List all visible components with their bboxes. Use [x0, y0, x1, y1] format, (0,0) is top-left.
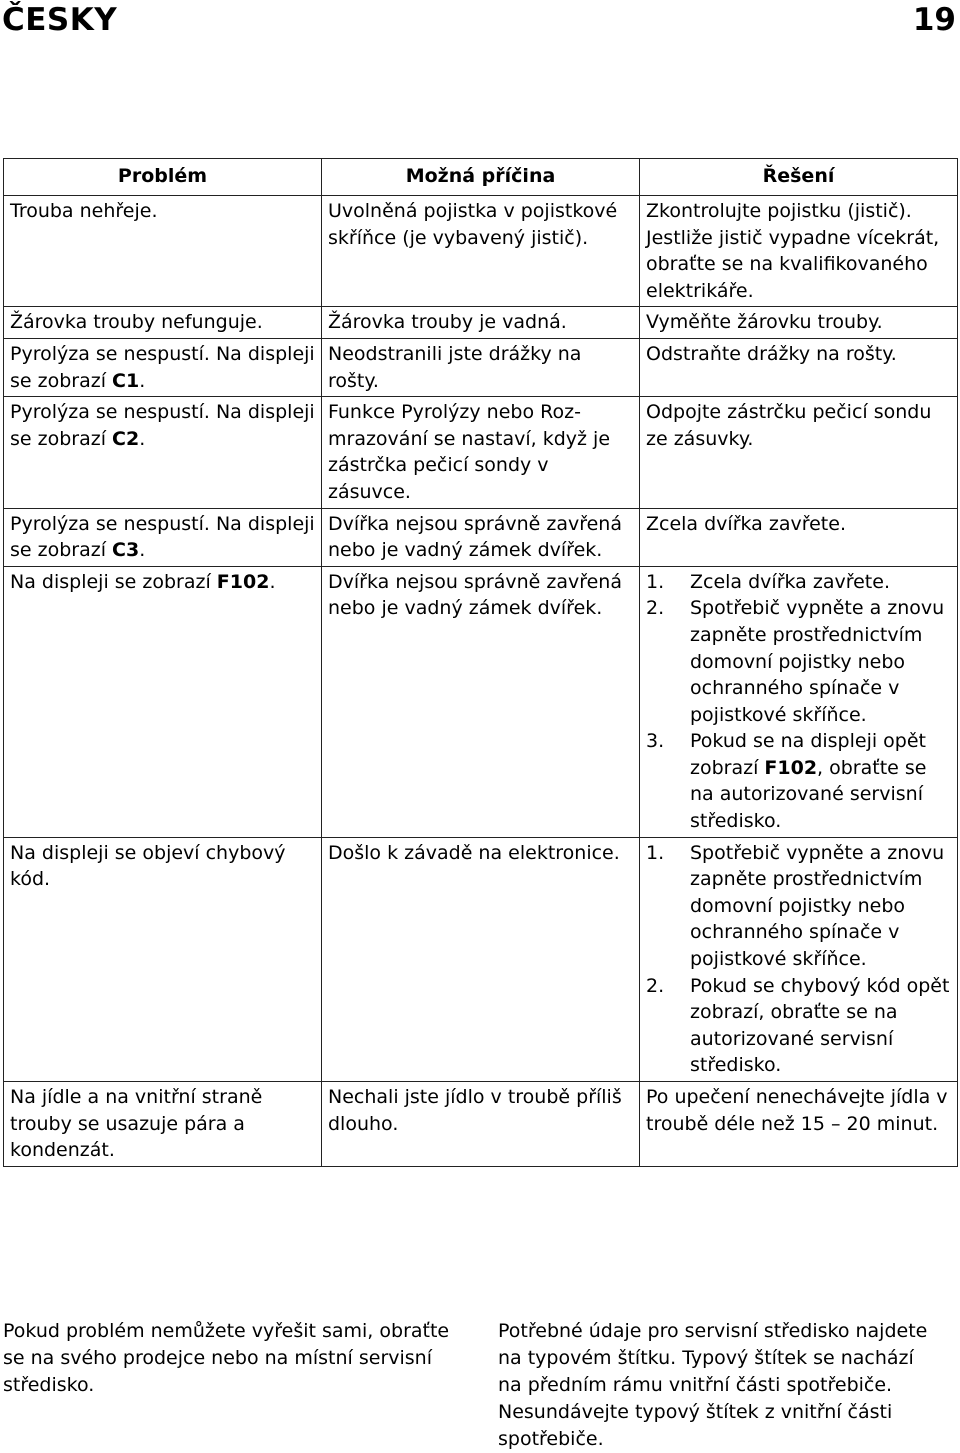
- table-row: [4, 196, 958, 307]
- step-text: Pokud se chybový kód opět zobrazí, obraťte se na autorizované servisní středisko.: [690, 974, 950, 1077]
- problem-cell: Žárovka trouby nefunguje.: [4, 307, 322, 339]
- step-text: Spotřebič vypněte a znovu zapněte prostřednictvím domovní pojistky nebo ochranného spínače v pojistkové skříňce.: [690, 597, 945, 726]
- column-header-cause: Možná příčina: [322, 159, 640, 196]
- table-row: [4, 1082, 958, 1167]
- solution-cell: Odstraňte drážky na rošty.: [640, 338, 958, 396]
- footer-note-left: Pokud problém nemůžete vyřešit sami, obraťte se na svého prodejce nebo na místní servisní středisko.: [3, 1320, 450, 1396]
- cause-cell: Funkce Pyrolýzy nebo Rozmrazování se nastaví, když je zástrčka pečicí sondy v zásuvce.: [322, 397, 640, 508]
- table-row: [4, 837, 958, 1081]
- solution-steps-list: [646, 840, 951, 1079]
- step-text: Spotřebič vypněte a znovu zapněte prostřednictvím domovní pojistky nebo ochranného spínače v pojistkové skříňce.: [690, 841, 945, 971]
- troubleshooting-table: [3, 158, 958, 1167]
- cause-cell: Nechali jste jídlo v troubě příliš dlouho.: [322, 1082, 640, 1167]
- step-number: 1.: [646, 570, 665, 593]
- problem-cell: Na displeji se objeví chybový kód.: [4, 837, 322, 1081]
- language-heading: ČESKY: [2, 2, 118, 38]
- footer-note-right: Potřebné údaje pro servisní středisko najdete na typovém štítku. Typový štítek se nachází na předním rámu vnitřní části spotřebiče. Nesundávejte typový štítek z vnitřní části spotřebiče.: [498, 1320, 928, 1450]
- solution-step: [646, 728, 951, 834]
- page-header: [0, 0, 960, 44]
- table-row: [4, 508, 958, 566]
- cause-cell: Žárovka trouby je vadná.: [322, 307, 640, 339]
- cause-cell: Došlo k závadě na elektronice.: [322, 837, 640, 1081]
- problem-cell: Na displeji se zobrazí F102.: [4, 566, 322, 837]
- solution-steps-list: [646, 569, 951, 835]
- step-text: Pokud se na displeji opět zobrazí F102, obraťte se na autorizované servisní středisko.: [690, 730, 927, 833]
- table-row: [4, 338, 958, 396]
- solution-step: [646, 569, 951, 596]
- solution-step: [646, 595, 951, 728]
- page-number: 19: [912, 2, 956, 38]
- step-number: 2.: [646, 597, 665, 620]
- solution-cell: [640, 837, 958, 1081]
- problem-cell: Pyrolýza se nespustí. Na displeji se zobrazí C2.: [4, 397, 322, 508]
- solution-cell: [640, 566, 958, 837]
- solution-cell: Zkontrolujte pojistku (jistič). Jestliže jistič vypadne vícekrát, obraťte se na kvalifikovaného elektrikáře.: [640, 196, 958, 307]
- column-header-solution: Řešení: [640, 159, 958, 196]
- step-number: 1.: [646, 841, 665, 864]
- problem-cell: Na jídle a na vnitřní straně trouby se usazuje pára a kondenzát.: [4, 1082, 322, 1167]
- step-text: Zcela dvířka zavřete.: [690, 570, 890, 593]
- step-number: 3.: [646, 730, 665, 753]
- problem-cell: Pyrolýza se nespustí. Na displeji se zobrazí C1.: [4, 338, 322, 396]
- step-number: 2.: [646, 974, 665, 997]
- solution-cell: Zcela dvířka zavřete.: [640, 508, 958, 566]
- solution-step: [646, 973, 951, 1079]
- column-header-problem: Problém: [4, 159, 322, 196]
- cause-cell: Dvířka nejsou správně zavřená nebo je vadný zámek dvířek.: [322, 508, 640, 566]
- solution-cell: Odpojte zástrčku pečicí sondu ze zásuvky.: [640, 397, 958, 508]
- table-row: [4, 397, 958, 508]
- table-header-row: [4, 159, 958, 196]
- table-row: [4, 307, 958, 339]
- cause-cell: Dvířka nejsou správně zavřená nebo je vadný zámek dvířek.: [322, 566, 640, 837]
- problem-cell: Pyrolýza se nespustí. Na displeji se zobrazí C3.: [4, 508, 322, 566]
- solution-cell: Po upečení nenechávejte jídla v troubě déle než 15 – 20 minut.: [640, 1082, 958, 1167]
- solution-step: [646, 840, 951, 973]
- problem-cell: Trouba nehřeje.: [4, 196, 322, 307]
- cause-cell: Neodstranili jste drážky na rošty.: [322, 338, 640, 396]
- cause-cell: Uvolněná pojistka v pojistkové skříňce (je vybavený jistič).: [322, 196, 640, 307]
- table-row: [4, 566, 958, 837]
- solution-cell: Vyměňte žárovku trouby.: [640, 307, 958, 339]
